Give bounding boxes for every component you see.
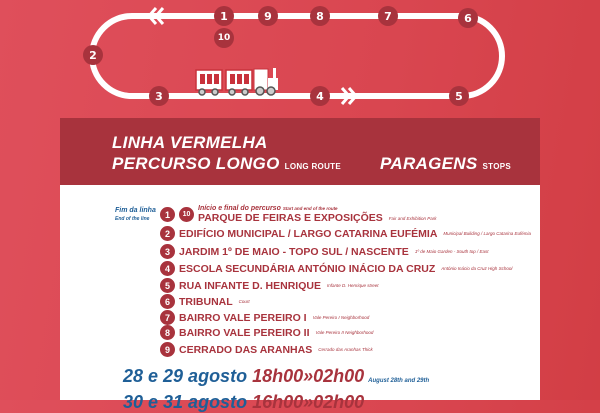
stop-number: 2 <box>160 226 175 241</box>
stop-row <box>160 226 531 241</box>
stop-name-en: Municipal Building / Largo Catarina Eufémia <box>443 231 531 236</box>
stop-row <box>160 278 378 293</box>
stops-label-en: STOPS <box>482 162 512 171</box>
end-of-line-en: End of the line <box>115 216 150 222</box>
map-stop: 5 <box>449 86 469 106</box>
intro-pt: Início e final do percurso <box>198 205 281 212</box>
stop-number: 5 <box>160 278 175 293</box>
stop-row <box>160 244 489 259</box>
schedule-time: 16h00»02h00 <box>252 392 365 412</box>
stop-name: CERRADO DAS ARANHAS <box>179 343 313 356</box>
stop-number: 3 <box>160 244 175 259</box>
stop-number: 9 <box>160 342 175 357</box>
stop-row <box>160 261 512 276</box>
end-of-line-label <box>115 207 156 223</box>
stop-name-en: Court <box>238 299 250 304</box>
map-stop: 1 <box>214 6 234 26</box>
schedule-days: 28 e 29 agosto <box>123 366 248 386</box>
stop-row <box>160 342 373 357</box>
stop-number: 1 <box>160 207 175 222</box>
map-stop: 2 <box>83 45 103 65</box>
stop-row <box>160 310 369 325</box>
stop-number: 6 <box>160 294 175 309</box>
stop-row <box>160 325 373 340</box>
route-map <box>0 0 600 118</box>
map-stop: 8 <box>310 6 330 26</box>
schedule-line <box>123 392 364 413</box>
map-stop: 7 <box>378 6 398 26</box>
schedule-time: 18h00»02h00 <box>252 366 365 386</box>
stop-name: EDIFÍCIO MUNICIPAL / LARGO CATARINA EUFÉMIA <box>179 227 438 240</box>
stops-title <box>380 154 511 174</box>
stop-number: 4 <box>160 261 175 276</box>
stop-name-en: António Inácio da Cruz High School <box>441 266 513 271</box>
stop-number: 10 <box>179 207 194 222</box>
stop-name: BAIRRO VALE PEREIRO II <box>179 326 310 339</box>
map-stop: 9 <box>258 6 278 26</box>
stop-row <box>160 294 250 309</box>
route-title <box>112 154 341 174</box>
stop-name-en: 1º de Maio Garden - South top / East <box>414 249 489 254</box>
stop-name-en: Vale Pereiro II Neighborhood <box>315 330 374 335</box>
stop-name: JARDIM 1º DE MAIO - TOPO SUL / NASCENTE <box>179 245 409 258</box>
schedule-days-en: August 28th and 29th <box>368 378 430 384</box>
map-stop: 4 <box>310 86 330 106</box>
stop-name-en: Cerrado das Aranhas Thick <box>318 347 373 352</box>
schedule-days: 30 e 31 agosto <box>123 392 248 412</box>
route-header <box>60 118 540 185</box>
stop-number: 8 <box>160 325 175 340</box>
stop-name: RUA INFANTE D. HENRIQUE <box>179 279 321 292</box>
map-stop: 10 <box>214 28 234 48</box>
stop-name: PARQUE DE FEIRAS E EXPOSIÇÕES <box>198 212 383 224</box>
map-stop: 6 <box>458 8 478 28</box>
route-name-en: LONG ROUTE <box>284 162 341 171</box>
stop-number: 7 <box>160 310 175 325</box>
schedule-line <box>123 366 429 387</box>
line-title: LINHA VERMELHA <box>112 133 268 152</box>
intro-en: Start and end of the route <box>282 206 338 211</box>
stops-panel <box>60 185 540 412</box>
stop-name-en: Infante D. Henrique street <box>326 283 379 288</box>
map-stop: 3 <box>149 86 169 106</box>
stop-name: BAIRRO VALE PEREIRO I <box>179 311 307 324</box>
stop-name: ESCOLA SECUNDÁRIA ANTÓNIO INÁCIO DA CRUZ <box>179 262 436 275</box>
train-icon <box>196 68 278 95</box>
route-name: PERCURSO LONGO <box>112 154 280 173</box>
end-of-line-pt: Fim da linha <box>115 207 156 214</box>
stops-label: PARAGENS <box>380 154 478 173</box>
stop-row <box>160 205 437 224</box>
stop-name-en: Vale Pereiro I Neighborhood <box>312 315 370 320</box>
stop-name: TRIBUNAL <box>179 295 233 308</box>
stop-name-en: Fair and Exhibition Park <box>388 215 437 221</box>
